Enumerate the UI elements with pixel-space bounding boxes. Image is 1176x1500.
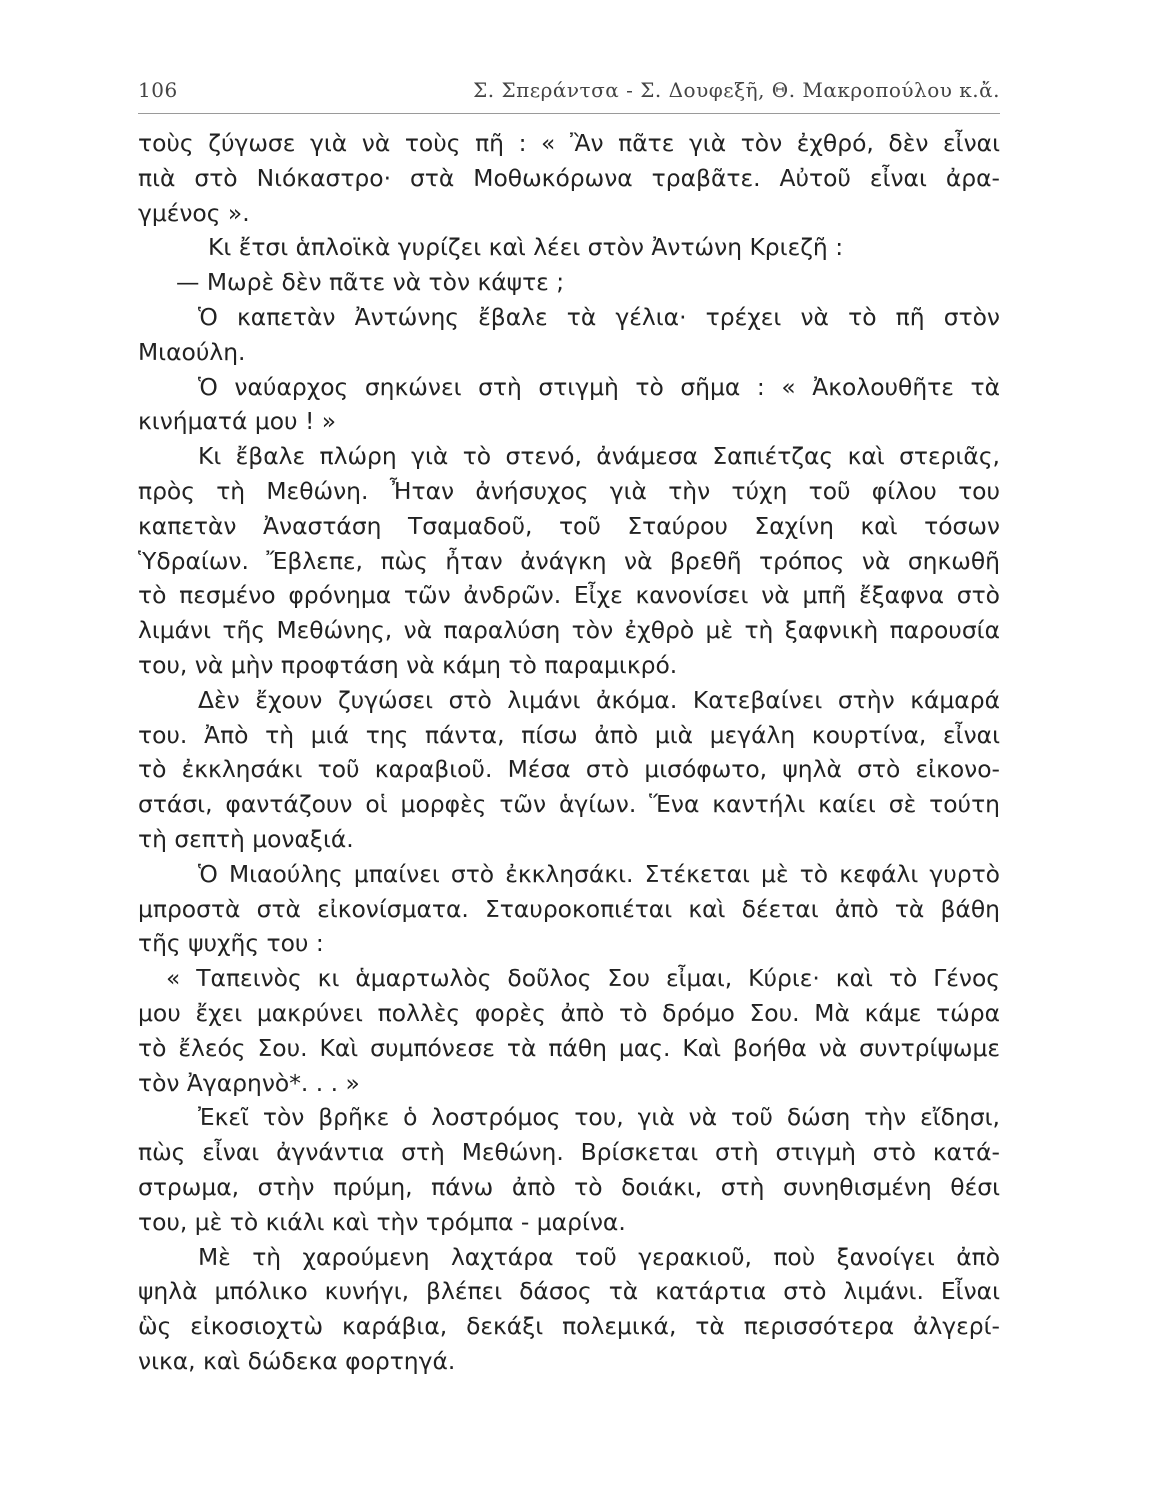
text-line: του, μὲ τὸ κιάλι καὶ τὴν τρόμπα - μαρίνα. [138, 1207, 626, 1236]
text-line: Κι ἔβαλε πλώρη γιὰ τὸ στενό, ἀνάμεσα Σαπιέτζας καὶ στεριᾶς, [198, 442, 1000, 471]
text-line: νικα, καὶ δώδεκα φορτηγά. [138, 1346, 456, 1375]
text-line: Μὲ τὴ χαρούμενη λαχτάρα τοῦ γερακιοῦ, ποὺ ξανοίγει ἀπὸ [198, 1242, 1000, 1271]
text-line: Ὑδραίων. Ἔβλεπε, πὼς ἦταν ἀνάγκη νὰ βρεθῆ τρόπος νὰ σηκωθῆ [138, 546, 1000, 575]
text-line: τὸ ἐκκλησάκι τοῦ καραβιοῦ. Μέσα στὸ μισόφωτο, ψηλὰ στὸ εἰκονο- [138, 755, 1000, 784]
text-line: μου ἔχει μακρύνει πολλὲς φορὲς ἀπὸ τὸ δρόμο Σου. Μὰ κάμε τώρα [138, 998, 1000, 1027]
text-line: Ὁ καπετὰν Ἀντώνης ἔβαλε τὰ γέλια· τρέχει νὰ τὸ πῆ στὸν [198, 302, 1000, 331]
body-text [138, 126, 1000, 1379]
text-line: πρὸς τὴ Μεθώνη. Ἦταν ἀνήσυχος γιὰ τὴν τύχη τοῦ φίλου του [138, 476, 1000, 505]
text-line: γμένος ». [138, 198, 250, 227]
page-number: 106 [138, 78, 178, 102]
page-header [138, 70, 1000, 110]
header-rule [138, 113, 1000, 114]
text-line: ὣς εἰκοσιοχτὼ καράβια, δεκάξι πολεμικά, τὰ περισσότερα ἀλγερί- [138, 1312, 1000, 1341]
text-line: τὸν Ἀγαρηνὸ*. . . » [138, 1068, 360, 1097]
text-line: μπροστὰ στὰ εἰκονίσματα. Σταυροκοπιέται καὶ δέεται ἀπὸ τὰ βάθη [138, 894, 1000, 923]
text-line: τοὺς ζύγωσε γιὰ νὰ τοὺς πῆ : « Ἂν πᾶτε γιὰ τὸν ἐχθρό, δὲν εἶναι [138, 129, 1000, 157]
text-line: — Μωρὲ δὲν πᾶτε νὰ τὸν κάψτε ; [176, 268, 565, 297]
text-line: στάσι, φαντάζουν οἱ μορφὲς τῶν ἁγίων. Ἕνα καντήλι καίει σὲ τούτη [138, 790, 1000, 819]
text-line: τὸ ἔλεός Σου. Καὶ συμπόνεσε τὰ πάθη μας. Καὶ βοήθα νὰ συντρίψωμε [138, 1033, 1000, 1062]
text-line: του, νὰ μὴν προφτάση νὰ κάμη τὸ παραμικρό. [138, 650, 678, 679]
text-line: Ἐκεῖ τὸν βρῆκε ὁ λοστρόμος του, γιὰ νὰ τοῦ δώση τὴν εἴδησι, [198, 1103, 1000, 1132]
text-line: λιμάνι τῆς Μεθώνης, νὰ παραλύση τὸν ἐχθρὸ μὲ τὴ ξαφνικὴ παρουσία [138, 616, 1000, 645]
text-line: Μιαούλη. [138, 337, 246, 366]
text-line: τὴ σεπτὴ μοναξιά. [138, 824, 354, 853]
text-line: του. Ἀπὸ τὴ μιά της πάντα, πίσω ἀπὸ μιὰ μεγάλη κουρτίνα, εἶναι [138, 720, 1000, 749]
text-line: « Ταπεινὸς κι ἁμαρτωλὸς δοῦλος Σου εἶμαι, Κύριε· καὶ τὸ Γένος [166, 964, 1000, 993]
text-line: πιὰ στὸ Νιόκαστρο· στὰ Μοθωκόρωνα τραβᾶτε. Αὐτοῦ εἶναι ἀρα- [138, 163, 1000, 192]
text-line: Κι ἔτσι ἁπλοϊκὰ γυρίζει καὶ λέει στὸν Ἀντώνη Κριεζῆ : [208, 233, 844, 262]
text-line: πὼς εἶναι ἀγνάντια στὴ Μεθώνη. Βρίσκεται στὴ στιγμὴ στὸ κατά- [138, 1138, 1000, 1167]
text-line: Ὁ Μιαούλης μπαίνει στὸ ἐκκλησάκι. Στέκεται μὲ τὸ κεφάλι γυρτὸ [198, 859, 1000, 888]
text-line: στρωμα, στὴν πρύμη, πάνω ἀπὸ τὸ δοιάκι, στὴ συνηθισμένη θέσι [138, 1172, 1000, 1201]
text-line: τὸ πεσμένο φρόνημα τῶν ἀνδρῶν. Εἶχε κανονίσει νὰ μπῆ ἔξαφνα στὸ [138, 581, 1000, 610]
text-line: ψηλὰ μπόλικο κυνήγι, βλέπει δάσος τὰ κατάρτια στὸ λιμάνι. Εἶναι [138, 1277, 1000, 1306]
running-head: Σ. Σπεράντσα - Σ. Δουφεξῆ, Θ. Μακροπούλου κ.ἄ. [473, 78, 1000, 102]
text-line: κινήματά μου ! » [138, 407, 337, 436]
text-line: καπετὰν Ἀναστάση Τσαμαδοῦ, τοῦ Σταύρου Σαχίνη καὶ τόσων [138, 511, 1000, 540]
text-line: τῆς ψυχῆς του : [138, 929, 324, 958]
text-line: Δὲν ἔχουν ζυγώσει στὸ λιμάνι ἀκόμα. Κατεβαίνει στὴν κάμαρά [198, 685, 1000, 714]
text-line: Ὁ ναύαρχος σηκώνει στὴ στιγμὴ τὸ σῆμα : « Ἀκολουθῆτε τὰ [198, 372, 1000, 401]
